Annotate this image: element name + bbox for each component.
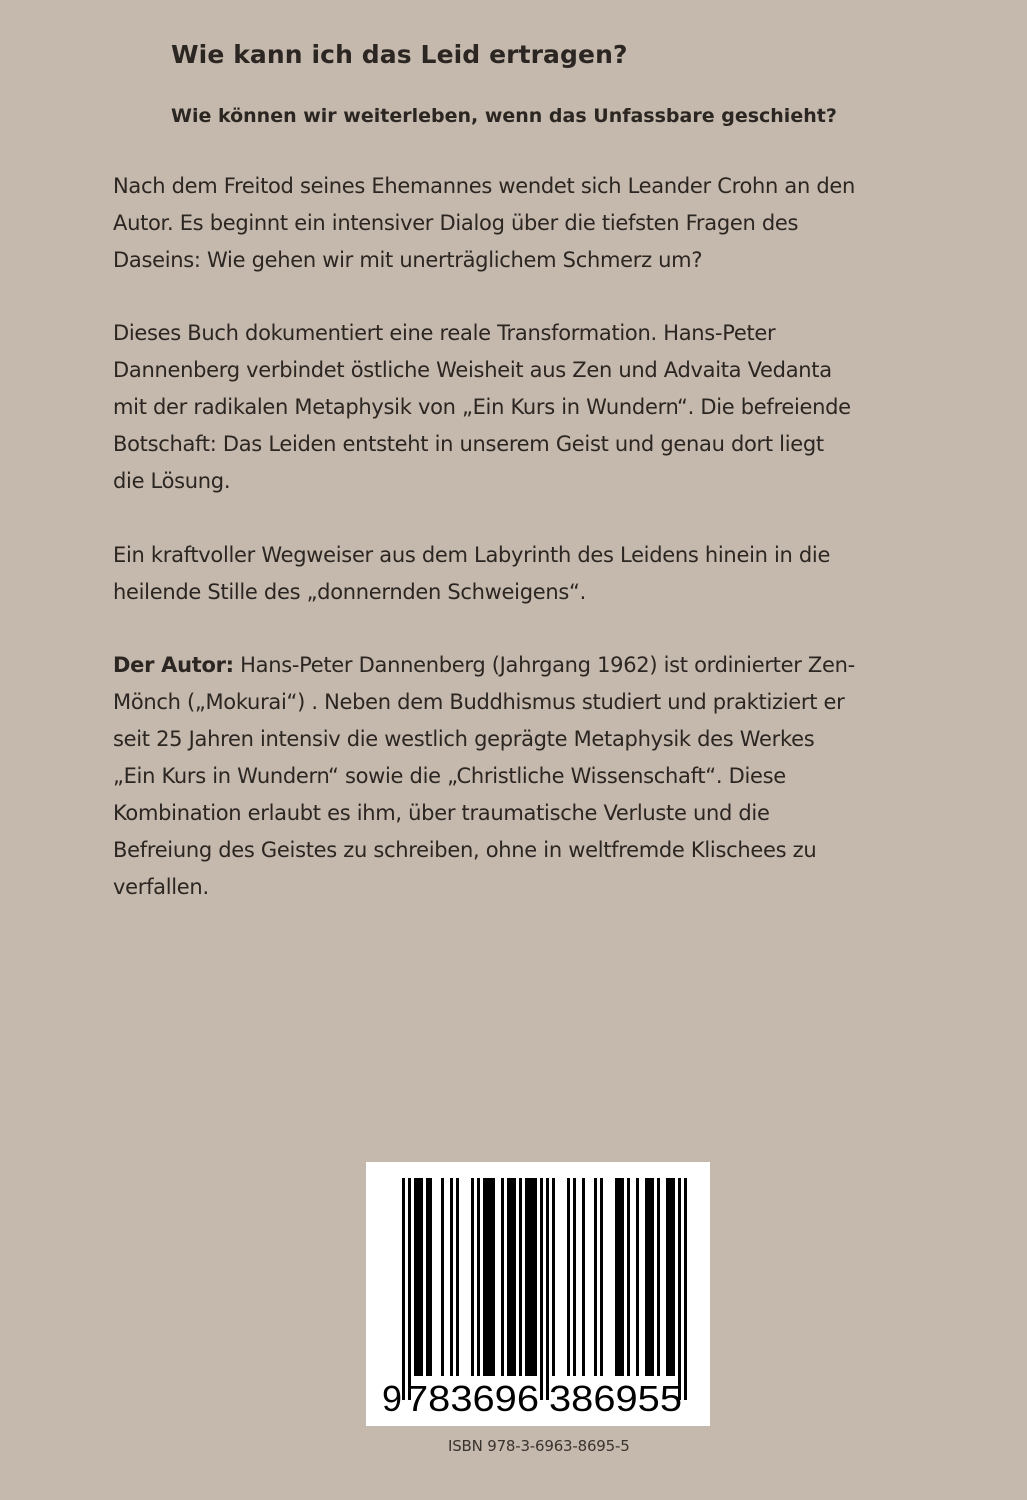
barcode-bar	[456, 1178, 459, 1376]
barcode-first-digit: 9	[382, 1378, 403, 1419]
barcode-bar	[684, 1178, 687, 1400]
barcode-bars	[402, 1178, 687, 1400]
barcode-bar	[525, 1178, 528, 1376]
barcode-bar	[600, 1178, 603, 1376]
barcode-bar	[402, 1178, 405, 1400]
barcode-graphic	[366, 1162, 710, 1426]
barcode-left-digits: 783696	[406, 1378, 539, 1419]
barcode-bar	[414, 1178, 417, 1376]
barcode-bar	[408, 1178, 411, 1400]
barcode-bar	[672, 1178, 675, 1376]
barcode	[366, 1162, 710, 1426]
barcode-bar	[492, 1178, 495, 1376]
barcode-bar	[471, 1178, 474, 1376]
blurb-paragraph-1: Nach dem Freitod seines Ehemannes wendet sich Leander Crohn an den Autor. Es beginnt ein intensiver Dialog über die tiefsten Fragen des Daseins: Wie gehen wir mit unerträglichem Schmerz um?	[113, 174, 856, 272]
barcode-bar	[615, 1178, 618, 1376]
barcode-bar	[489, 1178, 492, 1376]
barcode-bar	[567, 1178, 570, 1376]
barcode-bar	[528, 1178, 531, 1376]
barcode-bar	[510, 1178, 513, 1376]
author-paragraph	[113, 647, 858, 906]
barcode-bar	[657, 1178, 660, 1376]
barcode-bar	[546, 1178, 549, 1400]
barcode-bar	[645, 1178, 648, 1376]
isbn-label: ISBN 978-3-6963-8695-5	[448, 1437, 630, 1455]
barcode-bar	[618, 1178, 621, 1376]
barcode-bar	[666, 1178, 669, 1376]
barcode-bar	[483, 1178, 486, 1376]
barcode-bar	[501, 1178, 504, 1376]
barcode-bar	[540, 1178, 543, 1400]
barcode-bar	[573, 1178, 576, 1376]
barcode-bar	[651, 1178, 654, 1376]
barcode-right-digits: 386955	[549, 1378, 682, 1419]
barcode-bar	[429, 1178, 432, 1376]
barcode-bar	[486, 1178, 489, 1376]
barcode-bar	[477, 1178, 480, 1376]
barcode-bar	[627, 1178, 630, 1376]
barcode-bar	[426, 1178, 429, 1376]
barcode-bar	[507, 1178, 510, 1376]
blurb-paragraph-3: Ein kraftvoller Wegweiser aus dem Labyrinth des Leidens hinein in die heilende Stille des „donnernden Schweigens“.	[113, 543, 831, 604]
barcode-bar	[582, 1178, 585, 1376]
barcode-bar	[669, 1178, 672, 1376]
barcode-bar	[636, 1178, 639, 1376]
barcode-bar	[531, 1178, 534, 1376]
subheadline: Wie können wir weiterleben, wenn das Unfassbare geschieht?	[171, 105, 837, 127]
barcode-bar	[678, 1178, 681, 1400]
barcode-bar	[417, 1178, 420, 1376]
barcode-bar	[534, 1178, 537, 1376]
headline: Wie kann ich das Leid ertragen?	[171, 40, 628, 69]
barcode-bar	[441, 1178, 444, 1376]
barcode-bar	[648, 1178, 651, 1376]
blurb-paragraph-2: Dieses Buch dokumentiert eine reale Transformation. Hans-Peter Dannenberg verbindet östliche Weisheit aus Zen und Advaita Vedanta mit der radikalen Metaphysik von „Ein Kurs in Wundern“. Die befreiende Botschaft: Das Leiden entsteht in unserem Geist und genau dort liegt die Lösung.	[113, 321, 851, 493]
barcode-bar	[519, 1178, 522, 1376]
barcode-bar	[420, 1178, 423, 1376]
author-label: Der Autor:	[113, 653, 234, 677]
barcode-bar	[513, 1178, 516, 1376]
barcode-bar	[450, 1178, 453, 1376]
author-text: Hans-Peter Dannenberg (Jahrgang 1962) ist ordinierter Zen-Mönch („Mokurai“) . Neben dem Buddhismus studiert und praktiziert er seit 25 Jahren intensiv die westlich geprägte Metaphysik des Werkes „Ein Kurs in Wundern“ sowie die „Christliche Wissenschaft“. Diese Kombination erlaubt es ihm, über traumatische Verluste und die Befreiung des Geistes zu schreiben, ohne in weltfremde Klischees zu verfallen.	[113, 653, 855, 899]
barcode-bar	[621, 1178, 624, 1376]
barcode-bar	[594, 1178, 597, 1376]
barcode-bar	[552, 1178, 555, 1376]
